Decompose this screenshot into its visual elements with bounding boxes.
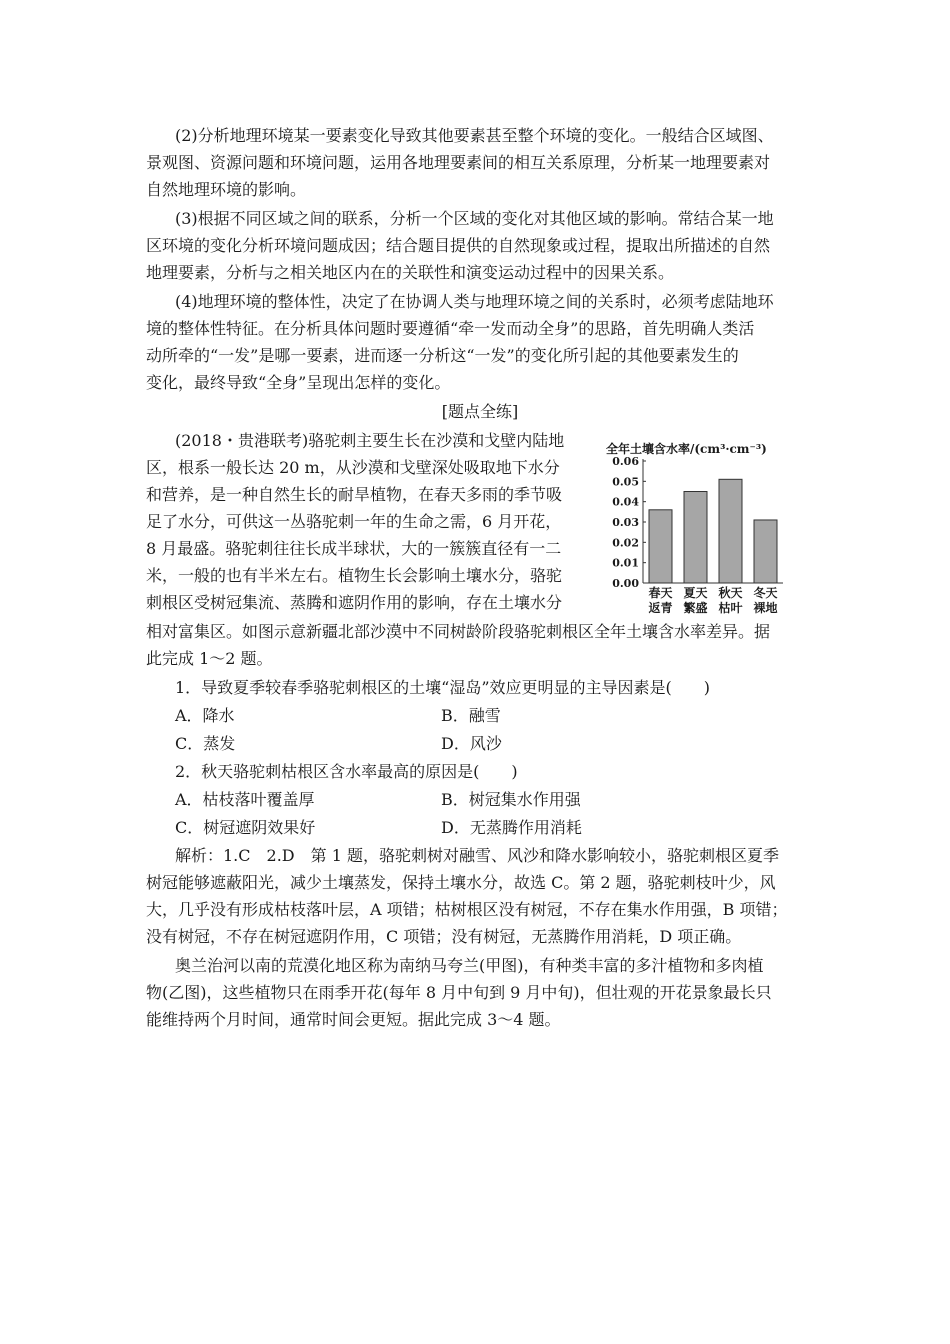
para3-line-3: 地理要素，分析与之相关地区内在的关联性和演变运动过程中的因果关系。 xyxy=(146,263,675,282)
para4-line-3: 动所牵的“一发”是哪一要素，进而逐一分析这“一发”的变化所引起的其他要素发生的 xyxy=(146,346,739,365)
x-tick-label: 春天 xyxy=(648,586,673,600)
q2-option-c: C．树冠遮阴效果好 xyxy=(175,818,316,837)
analysis-line-3: 大，几乎没有形成枯枝落叶层，A 项错；枯树根区没有树冠，不存在集水作用强，B 项错； xyxy=(146,900,788,919)
analysis-line-1: 解析：1.C 2.D 第 1 题，骆驼刺树对融雪、风沙和降水影响较小，骆驼刺根区夏季 xyxy=(175,846,779,865)
y-tick-label: 0.05 xyxy=(612,475,639,489)
q2-option-a: A．枯枝落叶覆盖厚 xyxy=(175,790,315,809)
intro-line-8: 相对富集区。如图示意新疆北部沙漠中不同树龄阶段骆驼刺根区全年土壤含水率差异。据 xyxy=(146,622,771,641)
para2-line-3: 自然地理环境的影响。 xyxy=(146,180,307,199)
intro-line-5: 8 月最盛。骆驼刺往往长成半球状，大的一簇簇直径有一二 xyxy=(146,539,562,558)
y-tick-label: 0.02 xyxy=(612,536,639,550)
passage2-line-3: 能维持两个月时间，通常时间会更短。据此完成 3～4 题。 xyxy=(146,1010,561,1029)
q1-stem: 1．导致夏季较春季骆驼刺根区的土壤“湿岛”效应更明显的主导因素是( ) xyxy=(175,678,711,697)
para4-line-2: 境的整体性特征。在分析具体问题时要遵循“牵一发而动全身”的思路，首先明确人类活 xyxy=(146,319,755,338)
y-tick-label: 0.04 xyxy=(612,495,639,509)
bar xyxy=(754,520,777,583)
passage2-line-1: 奥兰治河以南的荒漠化地区称为南纳马夸兰(甲图)，有种类丰富的多汁植物和多肉植 xyxy=(175,956,764,975)
y-tick-label: 0.06 xyxy=(612,455,639,468)
x-tick-label: 裸地 xyxy=(753,601,778,615)
y-tick-label: 0.01 xyxy=(612,556,639,570)
intro-line-1: (2018・贵港联考)骆驼刺主要生长在沙漠和戈壁内陆地 xyxy=(175,431,565,450)
intro-line-7: 刺根区受树冠集流、蒸腾和遮阴作用的影响，存在土壤水分 xyxy=(146,593,563,612)
passage2-line-2: 物(乙图)，这些植物只在雨季开花(每年 8 月中旬到 9 月中旬)，但壮观的开花景象最长只 xyxy=(146,983,772,1002)
bar xyxy=(649,510,672,583)
q1-option-b: B．融雪 xyxy=(441,706,501,725)
x-tick-label: 繁盛 xyxy=(683,601,708,615)
q1-option-c: C．蒸发 xyxy=(175,734,236,753)
q1-option-d: D．风沙 xyxy=(441,734,502,753)
chart-title: 全年土壤含水率/(cm³·cm⁻³) xyxy=(606,442,767,456)
bar xyxy=(684,492,707,584)
intro-line-4: 足了水分，可供这一丛骆驼刺一年的生命之需，6 月开花， xyxy=(146,512,562,531)
intro-line-9: 此完成 1～2 题。 xyxy=(146,649,273,668)
q1-option-a: A．降水 xyxy=(175,706,235,725)
para4-line-1: (4)地理环境的整体性，决定了在协调人类与地理环境之间的关系时，必须考虑陆地环 xyxy=(175,292,774,311)
x-tick-label: 返青 xyxy=(648,601,673,615)
soil-moisture-chart xyxy=(603,438,788,628)
analysis-line-2: 树冠能够遮蔽阳光，减少土壤蒸发，保持土壤水分，故选 C。第 2 题，骆驼刺枝叶少，风 xyxy=(146,873,776,892)
q2-stem: 2．秋天骆驼刺枯根区含水率最高的原因是( ) xyxy=(175,762,518,781)
x-tick-label: 枯叶 xyxy=(718,601,743,615)
para2-line-1: (2)分析地理环境某一要素变化导致其他要素甚至整个环境的变化。一般结合区域图、 xyxy=(175,126,774,145)
bar xyxy=(719,479,742,583)
section-title: [题点全练] xyxy=(441,402,519,421)
y-tick-label: 0.00 xyxy=(612,577,639,590)
q2-option-b: B．树冠集水作用强 xyxy=(441,790,581,809)
para4-line-4: 变化，最终导致“全身”呈现出怎样的变化。 xyxy=(146,373,451,392)
x-tick-label: 冬天 xyxy=(753,586,778,600)
para3-line-1: (3)根据不同区域之间的联系，分析一个区域的变化对其他区域的影响。常结合某一地 xyxy=(175,209,774,228)
para3-line-2: 区环境的变化分析环境问题成因；结合题目提供的自然现象或过程，提取出所描述的自然 xyxy=(146,236,771,255)
analysis-line-4: 没有树冠，不存在树冠遮阴作用，C 项错；没有树冠，无蒸腾作用消耗，D 项正确。 xyxy=(146,927,742,946)
intro-line-6: 米，一般的也有半米左右。植物生长会影响土壤水分，骆驼 xyxy=(146,566,563,585)
x-tick-label: 夏天 xyxy=(683,586,708,600)
x-tick-label: 秋天 xyxy=(718,586,743,600)
para2-line-2: 景观图、资源问题和环境问题，运用各地理要素间的相互关系原理，分析某一地理要素对 xyxy=(146,153,771,172)
y-tick-label: 0.03 xyxy=(612,516,639,529)
intro-line-2: 区，根系一般长达 20 m，从沙漠和戈壁深处吸取地下水分 xyxy=(146,458,560,477)
intro-line-3: 和营养，是一种自然生长的耐旱植物，在春天多雨的季节吸 xyxy=(146,485,563,504)
q2-option-d: D．无蒸腾作用消耗 xyxy=(441,818,582,837)
